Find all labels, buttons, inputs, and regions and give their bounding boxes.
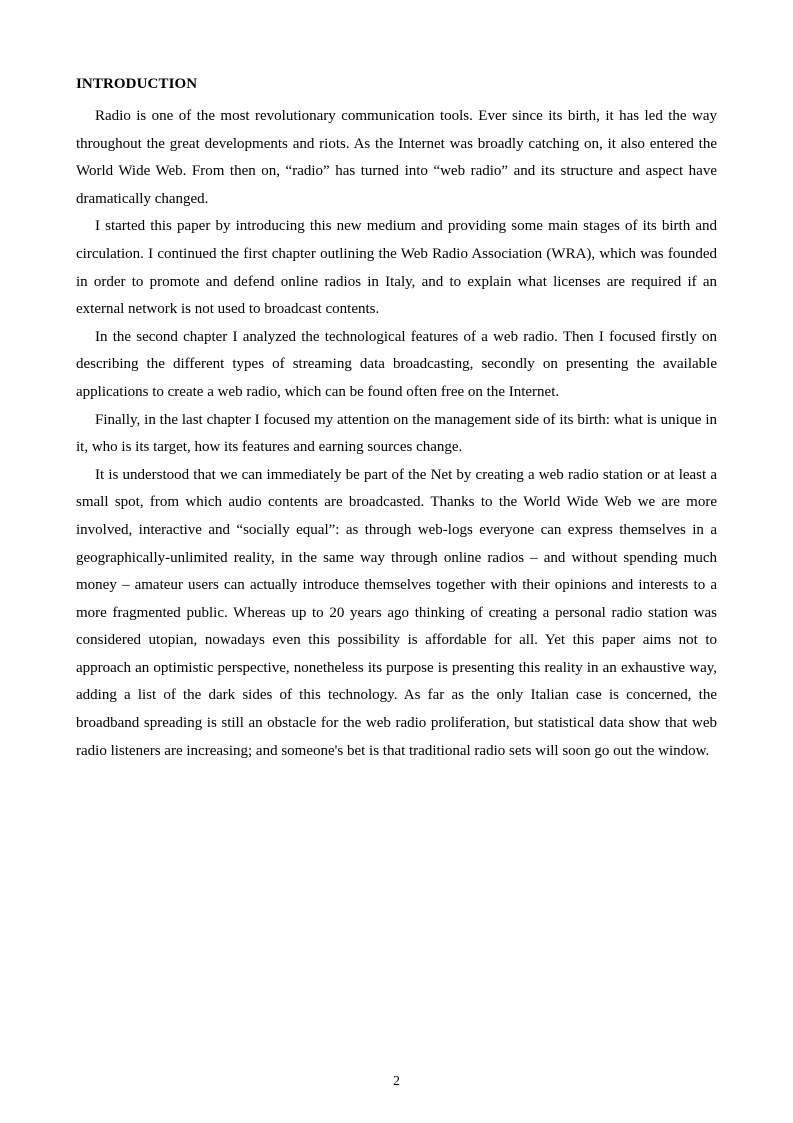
paragraph-2: I started this paper by introducing this new medium and providing some main stages of its birth and circulation. I continued the first chapter outlining the Web Radio Association (WRA), which was founded in order to promote and defend online radios in Italy, and to explain what licenses are required if an external network is not used to broadcast contents. — [76, 218, 717, 318]
page-number: 2 — [393, 1074, 400, 1089]
section-heading: INTRODUCTION — [76, 76, 198, 92]
paragraph-1: Radio is one of the most revolutionary communication tools. Ever since its birth, it has led the way throughout the great developments and riots. As the Internet was broadly catching on, it also entered the World Wide Web. From then on, “radio” has turned into “web radio” and its structure and aspect have dramatically changed. — [76, 108, 717, 207]
paragraph-3: In the second chapter I analyzed the technological features of a web radio. Then I focused firstly on describing the different types of streaming data broadcasting, secondly on presenting the available applications to create a web radio, which can be found often free on the Internet. — [76, 328, 717, 400]
paragraph-5: It is understood that we can immediately be part of the Net by creating a web radio station or at least a small spot, from which audio contents are broadcasted. Thanks to the World Wide Web we are more involved, interactive and “socially equal”: as through web-logs everyone can express themselves in a geographically-unlimited reality, in the same way through online radios – and without spending much money – amateur users can actually introduce themselves together with their opinions and interests to a more fragmented public. Whereas up to 20 years ago thinking of creating a personal radio station was considered utopian, nowadays even this possibility is affordable for all. Yet this paper aims not to approach an optimistic perspective, nonetheless its purpose is presenting this reality in an exhaustive way, adding a list of the dark sides of this technology. As far as the only Italian case is concerned, the broadband spreading is still an obstacle for the web radio proliferation, but statistical data show that web radio listeners are increasing; and someone's bet is that traditional radio sets will soon go out the window. — [76, 466, 717, 759]
paragraph-4: Finally, in the last chapter I focused my attention on the management side of its birth: what is unique in it, who is its target, how its features and earning sources change. — [76, 411, 717, 456]
document-body — [76, 74, 717, 765]
